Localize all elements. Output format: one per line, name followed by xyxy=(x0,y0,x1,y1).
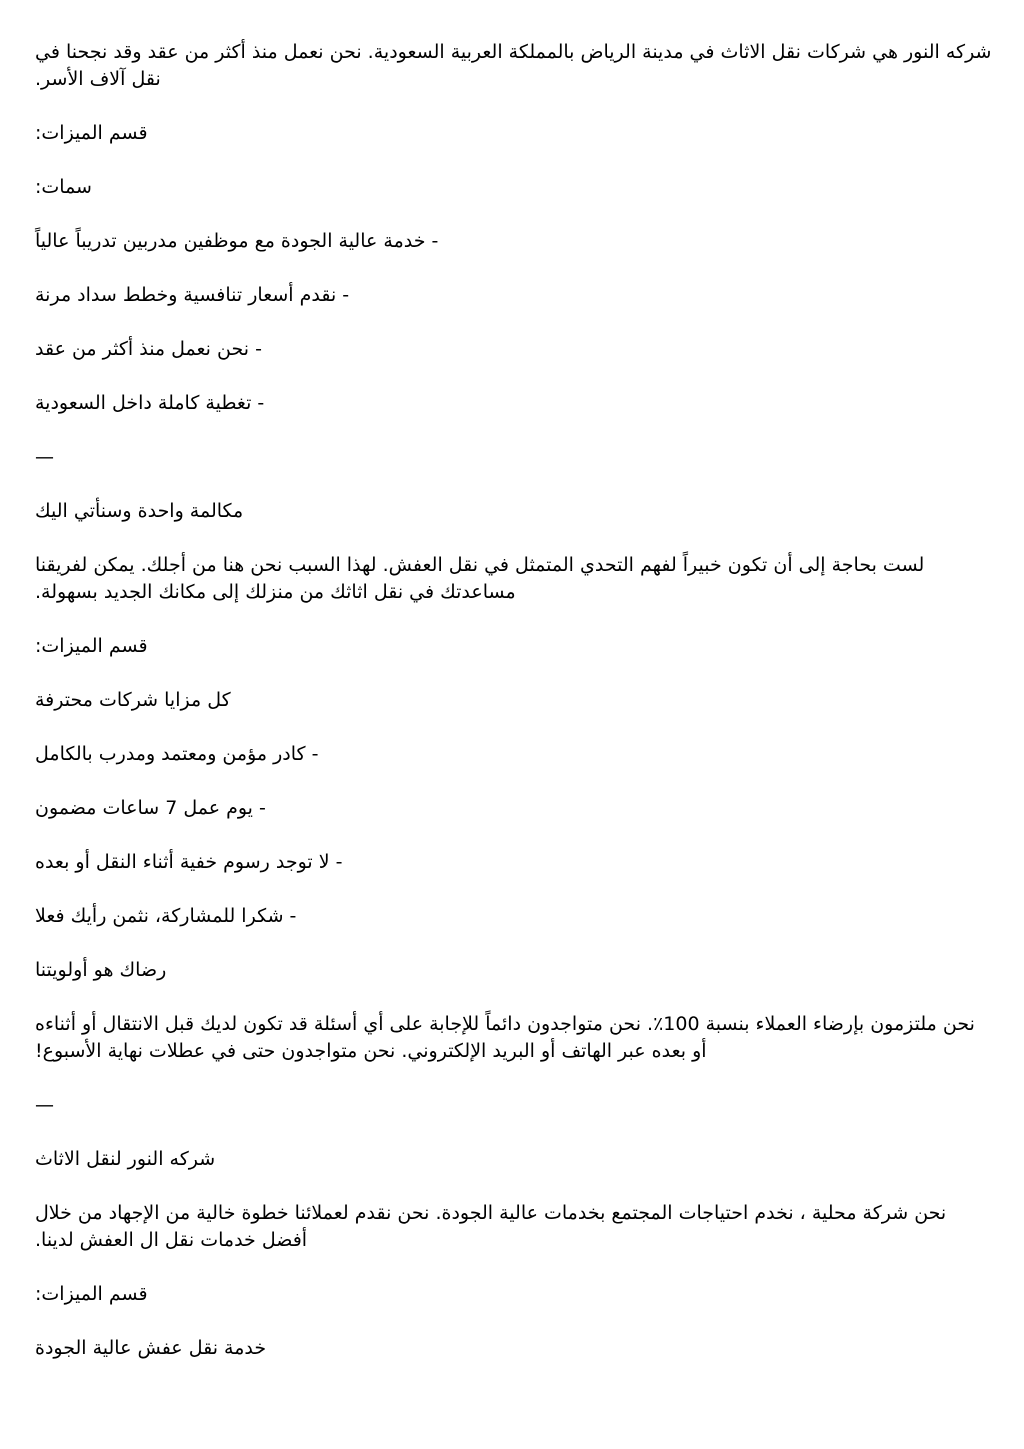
spacer xyxy=(35,201,995,228)
spacer xyxy=(35,363,995,390)
list-item: - نقدم أسعار تنافسية وخطط سداد مرنة xyxy=(35,284,350,306)
spacer xyxy=(35,471,995,498)
divider: — xyxy=(35,1094,54,1116)
divider: — xyxy=(35,446,54,468)
section-heading: قسم الميزات: xyxy=(35,122,148,144)
spacer xyxy=(35,876,995,903)
list-item: - لا توجد رسوم خفية أثناء النقل أو بعده xyxy=(35,851,343,873)
list-item: - خدمة عالية الجودة مع موظفين مدربين تدريباً عالياً xyxy=(35,230,439,252)
satisfaction-heading: رضاك هو أولويتنا xyxy=(35,959,167,981)
spacer xyxy=(35,714,995,741)
service-heading: خدمة نقل عفش عالية الجودة xyxy=(35,1337,267,1359)
spacer xyxy=(35,1254,995,1281)
intro-paragraph: شركه النور هي شركات نقل الاثاث في مدينة الرياض بالمملكة العربية السعودية. نحن نعمل منذ أكثر من عقد وقد نجحنا في نقل آلاف الأسر. xyxy=(35,41,992,90)
list-item: - يوم عمل 7 ساعات مضمون xyxy=(35,797,266,819)
spacer xyxy=(35,660,995,687)
call-heading: مكالمة واحدة وسنأتي اليك xyxy=(35,500,244,522)
spacer xyxy=(35,525,995,552)
document-body xyxy=(35,39,995,1362)
spacer xyxy=(35,1173,995,1200)
spacer xyxy=(35,309,995,336)
spacer xyxy=(35,147,995,174)
spacer xyxy=(35,1065,995,1092)
spacer xyxy=(35,984,995,1011)
company-heading: شركه النور لنقل الاثاث xyxy=(35,1148,216,1170)
list-item: - تغطية كاملة داخل السعودية xyxy=(35,392,265,414)
spacer xyxy=(35,255,995,282)
body-paragraph: لست بحاجة إلى أن تكون خبيراً لفهم التحدي المتمثل في نقل العفش. لهذا السبب نحن هنا من أجلك. يمكن لفريقنا مساعدتك في نقل اثاثك من منزلك إلى مكانك الجديد بسهولة. xyxy=(35,554,925,603)
list-item: - نحن نعمل منذ أكثر من عقد xyxy=(35,338,262,360)
body-paragraph: نحن شركة محلية ، نخدم احتياجات المجتمع بخدمات عالية الجودة. نحن نقدم لعملائنا خطوة خالية من الإجهاد من خلال أفضل خدمات نقل ال العفش لدينا. xyxy=(35,1202,947,1251)
body-paragraph: نحن ملتزمون بإرضاء العملاء بنسبة 100٪. نحن متواجدون دائماً للإجابة على أي أسئلة قد تكون لديك قبل الانتقال أو أثناءه أو بعده عبر الهاتف أو البريد الإلكتروني. نحن متواجدون حتى في عطلات نهاية الأسبوع! xyxy=(35,1013,975,1062)
spacer xyxy=(35,606,995,633)
list-item: - شكرا للمشاركة، نثمن رأيك فعلا xyxy=(35,905,297,927)
list-item: - كادر مؤمن ومعتمد ومدرب بالكامل xyxy=(35,743,319,765)
spacer xyxy=(35,1308,995,1335)
spacer xyxy=(35,1119,995,1146)
spacer xyxy=(35,93,995,120)
spacer xyxy=(35,930,995,957)
spacer xyxy=(35,822,995,849)
spacer xyxy=(35,768,995,795)
section-heading: قسم الميزات: xyxy=(35,1283,148,1305)
advantages-heading: كل مزايا شركات محترفة xyxy=(35,689,231,711)
spacer xyxy=(35,417,995,444)
features-heading: سمات: xyxy=(35,176,92,198)
section-heading: قسم الميزات: xyxy=(35,635,148,657)
